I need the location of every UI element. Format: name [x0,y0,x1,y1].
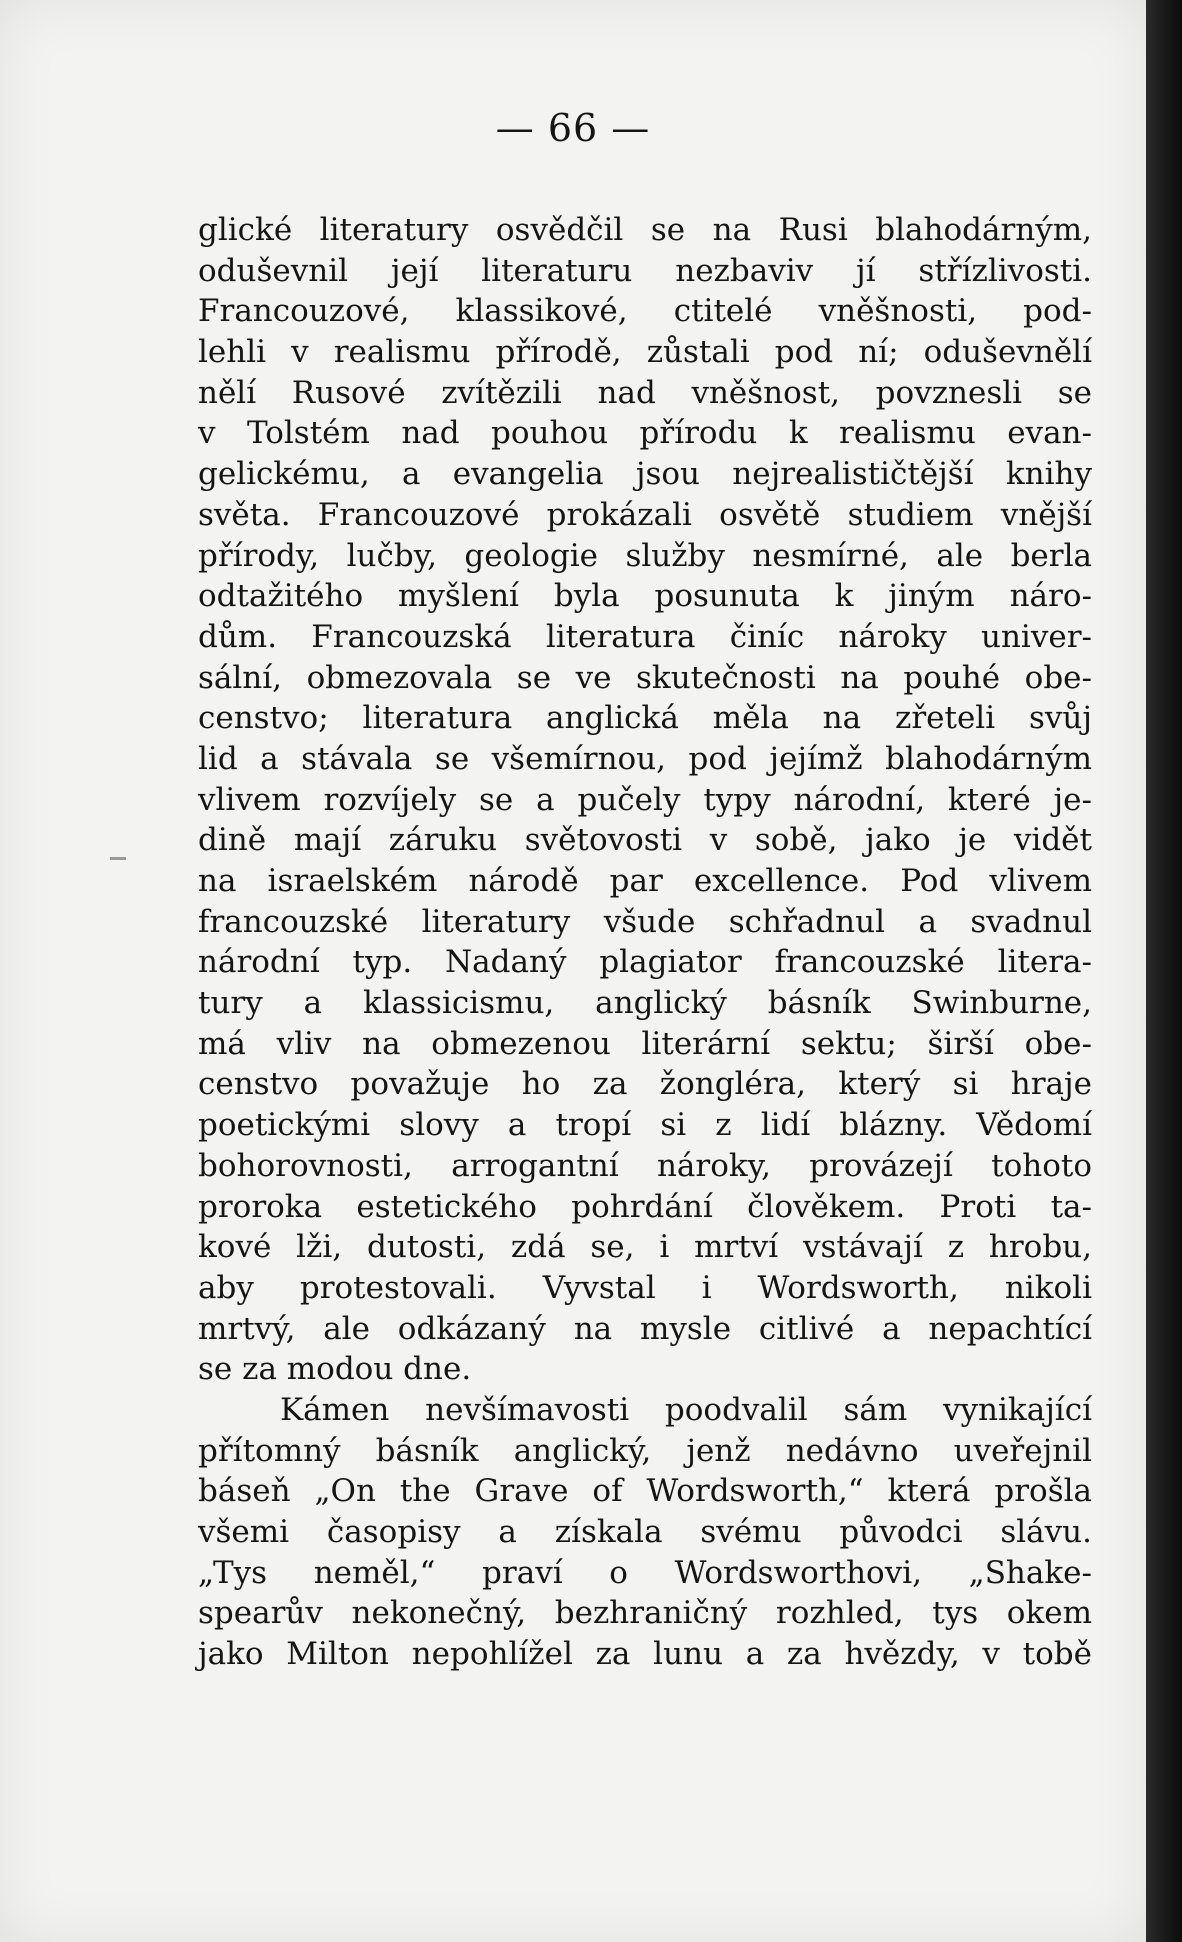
text-line: přítomný básník anglický, jenž nedávno uveřejnil [198,1432,1092,1469]
body-text [198,210,1092,1675]
text-line: Francouzové, klassikové, ctitelé vněšnosti, pod- [198,293,1092,330]
text-line: glické literatury osvědčil se na Rusi blahodárným, [198,212,1092,248]
book-binding-edge [1146,0,1182,1942]
text-line: přírody, lučby, geologie služby nesmírné, ale berla [198,537,1092,574]
text-line: proroka estetického pohrdání člověkem. Proti ta- [198,1188,1092,1225]
text-line: dům. Francouzská literatura činíc nároky univer- [198,618,1092,655]
text-line: jako Milton nepohlížel za lunu a za hvězdy, v tobě [198,1636,1092,1673]
text-line: tury a klassicismu, anglický básník Swinburne, [198,985,1092,1022]
margin-speck [110,857,126,860]
text-line: lid a stávala se všemírnou, pod jejímž blahodárným [198,740,1092,777]
text-line: Kámen nevšímavosti poodvalil sám vynikající [280,1391,1092,1428]
text-line: spearův nekonečný, bezhraničný rozhled, tys okem [198,1595,1092,1632]
text-line: oduševnil její literaturu nezbaviv jí střízlivosti. [198,252,1092,289]
text-line: odtažitého myšlení byla posunuta k jiným náro- [198,578,1092,615]
text-line: dině mají záruku světovosti v sobě, jako je vidět [198,822,1092,859]
text-line: nělí Rusové zvítězili nad vněšnost, povznesli se [198,374,1092,411]
text-line: má vliv na obmezenou literární sektu; širší obe- [198,1025,1092,1062]
text-line: kové lži, dutosti, zdá se, i mrtví vstávají z hrobu, [198,1229,1092,1266]
text-line: „Tys neměl,“ praví o Wordsworthovi, „Shake- [198,1554,1092,1591]
text-line: národní typ. Nadaný plagiator francouzské litera- [198,944,1092,981]
text-line: v Tolstém nad pouhou přírodu k realismu evan- [198,415,1092,452]
text-line: se za modou dne. [198,1351,472,1388]
text-line: mrtvý, ale odkázaný na mysle citlivé a nepachtící [198,1310,1092,1347]
text-line: poetickými slovy a tropí si z lidí blázny. Vědomí [198,1107,1092,1144]
text-line: lehli v realismu přírodě, zůstali pod ní; oduševnělí [198,334,1092,371]
text-line: gelickému, a evangelia jsou nejrealističtější knihy [198,456,1092,493]
text-line: bohorovnosti, arrogantní nároky, provázejí tohoto [198,1147,1092,1184]
text-line: všemi časopisy a získala svému původci slávu. [198,1514,1092,1550]
text-line: censtvo; literatura anglická měla na zřeteli svůj [198,700,1092,737]
text-line: francouzské literatury všude schřadnul a svadnul [198,903,1092,940]
text-line: censtvo považuje ho za žongléra, který si hraje [198,1066,1092,1103]
text-line: sální, obmezovala se ve skutečnosti na pouhé obe- [198,659,1092,696]
page-number: — 66 — [495,106,651,150]
text-line: světa. Francouzové prokázali osvětě studiem vnější [198,496,1092,533]
text-line: na israelském národě par excellence. Pod vlivem [198,863,1092,899]
text-line: aby protestovali. Vyvstal i Wordsworth, nikoli [198,1269,1092,1306]
text-line: báseň „On the Grave of Wordsworth,“ která prošla [198,1473,1092,1510]
text-line: vlivem rozvíjely se a pučely typy národní, které je- [198,781,1092,818]
